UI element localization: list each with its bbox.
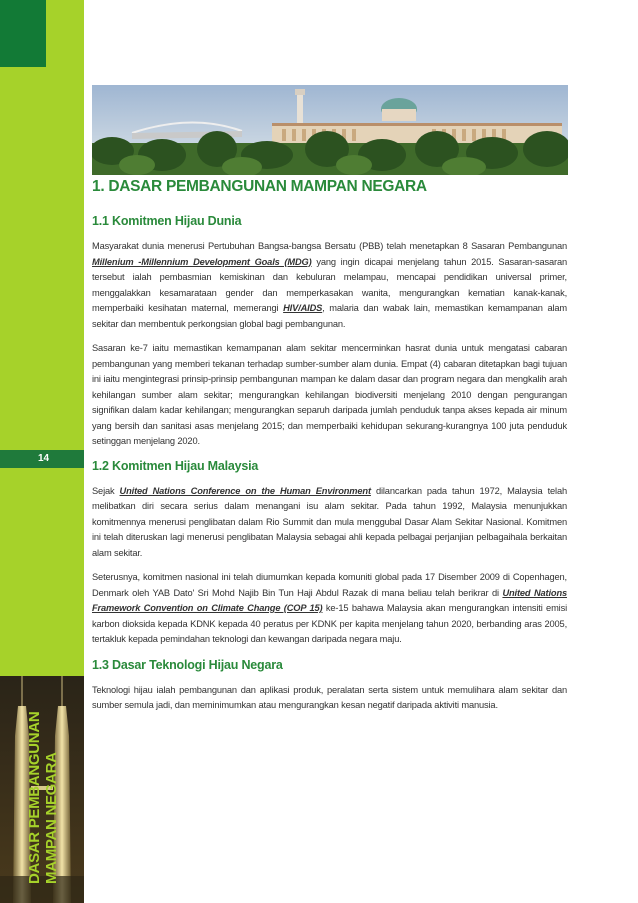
paragraph <box>92 570 567 648</box>
text-run: Seterusnya, komitmen nasional ini telah diumumkan kepada komuniti global pada 17 Disember 2009 di Copenhagen, Denmark oleh YAB Dato' Sri Mohd Najib Bin Tun Haji Abdul Razak di mana beliau telah berikrar di <box>92 572 567 598</box>
banner-photo <box>92 85 568 175</box>
page-number: 14 <box>0 450 84 468</box>
sidebar-vertical-title <box>26 712 60 884</box>
section-heading: 1.3 Dasar Teknologi Hijau Negara <box>92 657 283 672</box>
emphasis-text: HIV/AIDS <box>283 303 323 313</box>
text-run: Sejak <box>92 485 120 496</box>
paragraph <box>92 239 567 332</box>
text-run: dilancarkan pada tahun 1972, Malaysia telah melibatkan diri secara serius dalam menangani isu alam sekitar. Pada tahun 1992, Malaysia menunjukkan komitmennya menerusi penglibatan dalam Rio Summit dan mula menggubal Dasar Alam Sekitar Nasional. Komitmen ini telah diteruskan lagi menerusi penglibatan Malaysia sebagai ahli kepada pelbagai perjanjian pelbagaihala berkaitan alam sekitar. <box>92 485 567 558</box>
text-run: Sasaran ke-7 iaitu memastikan kemampanan alam sekitar mencerminkan hasrat dunia untuk mengatasi cabaran pembangunan yang memberi tekanan terhadap sumber-sumber alam dunia. Empat (4) cabaran ditetapkan bagi tujuan ini iaitu mengintegrasi prinsip-prinsip pembangunan mampan ke dalam dasar dan program negara dan mengkalih arah kehilangan sumber alam sekitar; mengurangkan kehilangan biodiversiti menjelang 2010 dengan pengurangan signifikan dalam kadar kehilangan; mengurangkan separuh daripada jumlah penduduk tanpa akses kepada air minum yang bersih dan sanitasi asas menjelang 2015; dan memperbaiki kehidupan sekurang-kurangnya 100 juta penduduk setinggan menjelang 2020. <box>92 343 567 446</box>
main-content <box>92 178 567 723</box>
text-run: yang ingin dicapai menjelang tahun 2015. Sasaran-sasaran tersebut ialah pembasmian kemiskinan dan kebuluran melampau, mencapai pendidikan universal primer, menggalakkan kesamarataan gender dan memperkasakan wanita, mengurangkan kematian kanak-kanak, memperbaiki kesihatan maternal, memerangi <box>92 256 567 313</box>
corner-block <box>0 0 46 67</box>
text-run: Teknologi hijau ialah pembangunan dan aplikasi produk, peralatan serta sistem untuk memulihara alam sekitar dan sumber semula jadi, dan meminimumkan atau mengurangkan kesan negatif daripada aktiviti manusia. <box>92 684 567 710</box>
text-run: , malaria dan wabak lain, memastikan kemampanan alam sekitar dan membentuk perkongsian global bagi pembangunan. <box>92 303 567 329</box>
paragraph <box>92 341 567 450</box>
emphasis-text: Millenium -Millennium Development Goals (MDG) <box>92 256 312 267</box>
paragraph <box>92 683 567 714</box>
paragraph <box>92 484 567 562</box>
emphasis-text: United Nations Framework Convention on Climate Change (COP 15) <box>92 587 568 613</box>
emphasis-text: United Nations Conference on the Human Environment <box>119 485 371 496</box>
text-run: ke-15 bahawa Malaysia akan mengurangkan intensiti emisi karbon dioksida kepada KDNK kepada 40 peratus per KDNK per kapita menjelang tahun 2020, berbanding aras 2005, tertakluk kepada pemindahan teknologi dan kewangan daripada negara maju. <box>92 603 567 644</box>
sidebar-title-line: DASAR PEMBANGUNAN <box>26 711 43 884</box>
section-heading: 1.1 Komitmen Hijau Dunia <box>92 214 242 228</box>
section-heading: 1.2 Komitmen Hijau Malaysia <box>92 458 259 473</box>
text-run: Masyarakat dunia menerusi Pertubuhan Bangsa-bangsa Bersatu (PBB) telah menetapkan 8 Sasaran Pembangunan <box>92 241 567 251</box>
page-title: 1. DASAR PEMBANGUNAN MAMPAN NEGARA <box>92 178 427 195</box>
sidebar-title-line: MAMPAN NEGARA <box>43 752 60 884</box>
